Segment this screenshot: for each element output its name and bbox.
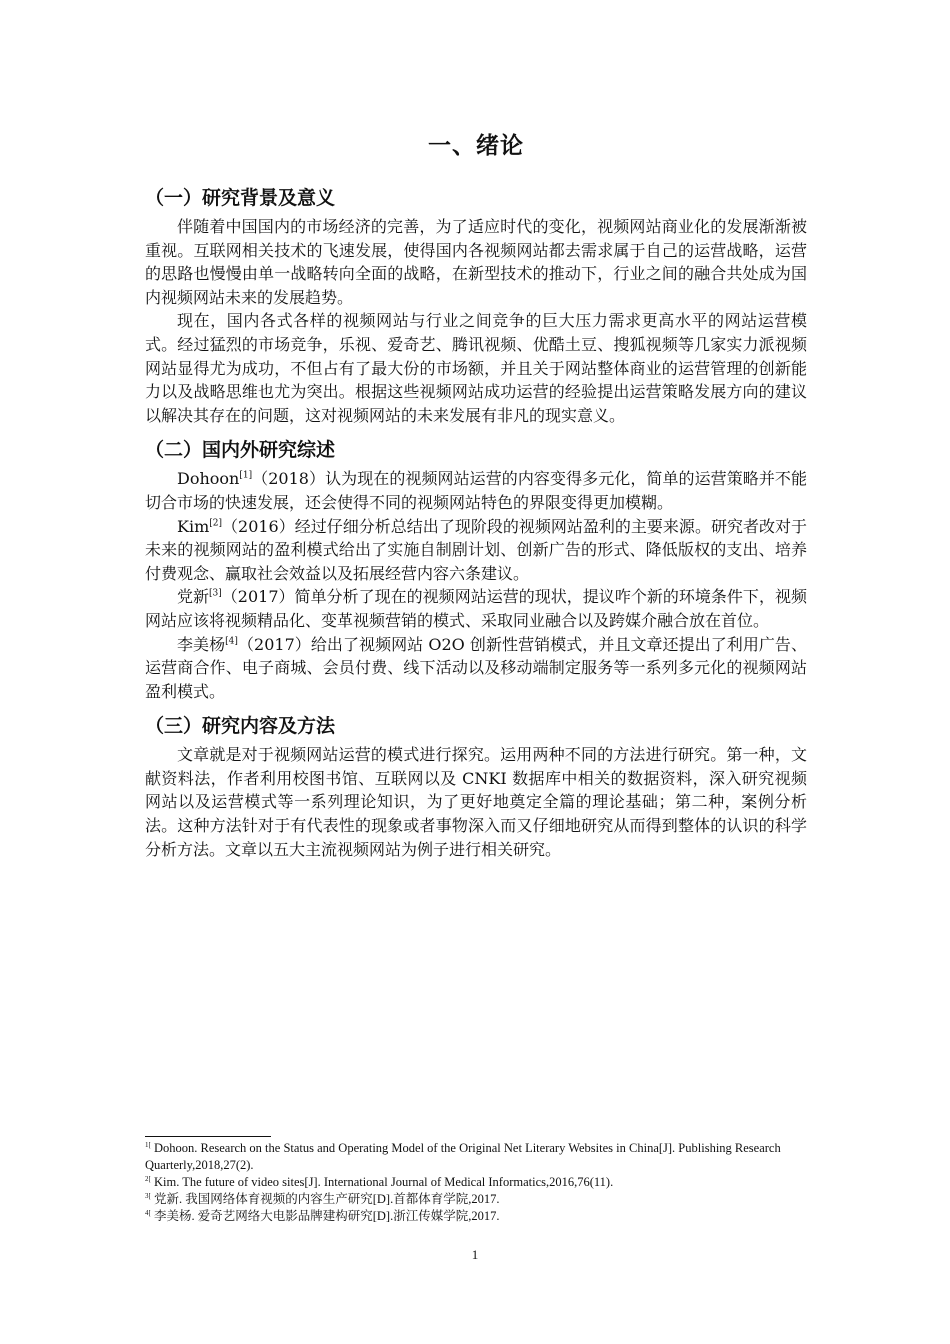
citation-author: 李美杨 xyxy=(177,634,226,654)
footnote-mark: 3[ xyxy=(145,1191,151,1200)
footnote: $^{4[}$ 李美杨. 爱奇艺网络大电影品牌建构研究[D].浙江传媒学院,2017. xyxy=(145,1208,500,1223)
paragraph xyxy=(145,633,807,704)
paragraph-text: （2017）简单分析了现在的视频网站运营的现状，提议咋个新的环境条件下，视频网站应该将视频精品化、变革视频营销的模式、采取同业融合以及跨媒介融合放在首位。 xyxy=(145,587,807,630)
page-title: 一、绪论 xyxy=(428,133,524,159)
citation-ref: [2] xyxy=(209,518,222,529)
section-heading-literature-review: （二）国内外研究综述 xyxy=(145,439,336,462)
citation-ref: [4] xyxy=(225,636,238,647)
section-heading-methods: （三）研究内容及方法 xyxy=(145,715,336,738)
paragraph-text: （2017）给出了视频网站 O2O 创新性营销模式，并且文章还提出了利用广告、运营商合作、电子商城、会员付费、线下活动以及移动端制定服务等一系列多元化的视频网站盈利模式。 xyxy=(145,634,807,701)
section-heading-background: （一）研究背景及意义 xyxy=(145,187,336,209)
citation-ref: [3] xyxy=(209,588,222,599)
citation-author: 党新 xyxy=(177,587,210,607)
paragraph-text: （2018）认为现在的视频网站运营的内容变得多元化，简单的运营策略并不能切合市场的快速发展，还会使得不同的视频网站特色的界限变得更加模糊。 xyxy=(145,469,807,512)
main-content xyxy=(145,128,807,861)
footnotes xyxy=(145,1136,807,1225)
footnote-mark: 1[ xyxy=(145,1140,151,1149)
paragraph: 伴随着中国国内的市场经济的完善，为了适应时代的变化，视频网站商业化的发展渐渐被重视。互联网相关技术的飞速发展，使得国内各视频网站都去需求属于自己的运营战略，运营的思路也慢慢由单一战略转向全面的战略，在新型技术的推动下，行业之间的融合共处成为国内视频网站未来的发展趋势。 xyxy=(145,217,807,307)
citation-author: Dohoon xyxy=(177,469,240,489)
paragraph xyxy=(145,467,807,514)
footnote: $^{3[}$ 党新. 我国网络体育视频的内容生产研究[D].首都体育学院,2017. xyxy=(145,1191,500,1206)
paragraph-text: （2016）经过仔细分析总结出了现阶段的视频网站盈利的主要来源。研究者改对于未来的视频网站的盈利模式给出了实施自制剧计划、创新广告的形式、降低版权的支出、培养付费观念、赢取社会效益以及拓展经营内容六条建议。 xyxy=(145,516,807,583)
footnote-mark: 2[ xyxy=(145,1174,151,1183)
citation-ref: [1] xyxy=(239,471,253,482)
footnote-divider xyxy=(145,1136,271,1137)
footnote: $^{2[}$ Kim. The future of video sites[J]. International Journal of Medical Informatics,2016,76(11). xyxy=(145,1174,614,1189)
page-number: 1 xyxy=(471,1247,479,1262)
paragraph: 现在，国内各式各样的视频网站与行业之间竞争的巨大压力需求更高水平的网站运营模式。经过猛烈的市场竞争，乐视、爱奇艺、腾讯视频、优酷土豆、搜狐视频等几家实力派视频网站显得尤为成功，不但占有了最大份的市场额，并且关于网站整体商业的运营管理的创新能力以及战略思维也尤为突出。根据这些视频网站成功运营的经验提出运营策略发展方向的建议以解决其存在的问题，这对视频网站的未来发展有非凡的现实意义。 xyxy=(145,311,807,425)
citation-author: Kim xyxy=(177,516,210,536)
footnote-mark: 4[ xyxy=(145,1208,151,1217)
paragraph xyxy=(145,515,807,586)
paragraph: 文章就是对于视频网站运营的模式进行探究。运用两种不同的方法进行研究。第一种，文献资料法，作者利用校图书馆、互联网以及 CNKI 数据库中相关的数据资料，深入研究视频网站以及运营模式等一系列理论知识，为了更好地奠定全篇的理论基础；第二种，案例分析法。这种方法针对于有代表性的现象或者事物深入而又仔细地研究从而得到整体的认识的科学分析方法。文章以五大主流视频网站为例子进行相关研究。 xyxy=(145,745,807,859)
paragraph xyxy=(145,585,807,632)
footnote: $^{1[}$ Dohoon. Research on the Status and Operating Model of the Original Net Literary Websites in China[J]. Publishing Research Quarterly,2018,27(2). xyxy=(145,1140,781,1172)
